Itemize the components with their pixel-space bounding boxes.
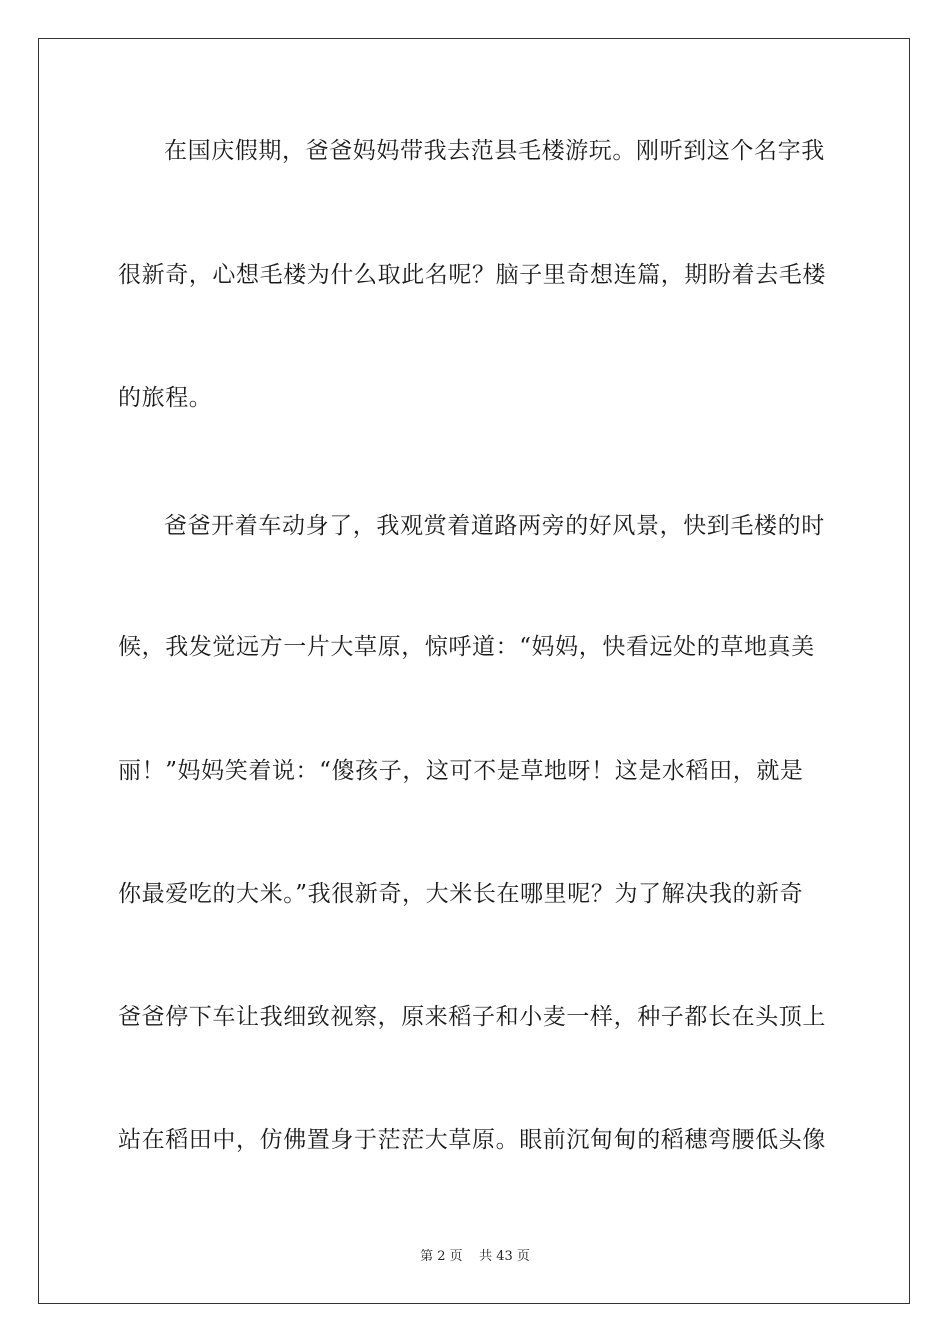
paragraph-2-line-1: 爸爸开着车动身了，我观赏着道路两旁的好风景，快到毛楼的时 (164, 513, 825, 539)
paragraph-2-line-3: 丽！”妈妈笑着说：“傻孩子，这可不是草地呀！这是水稻田，就是 (118, 758, 804, 784)
paragraph-2-line-6: 站在稻田中，仿佛置身于茫茫大草原。眼前沉甸甸的稻穗弯腰低头像 (118, 1127, 826, 1153)
paragraph-1-line-2: 很新奇，心想毛楼为什么取此名呢？脑子里奇想连篇，期盼着去毛楼 (118, 262, 826, 288)
page-border (38, 38, 910, 1304)
paragraph-2-line-4: 你最爱吃的大米。”我很新奇，大米长在哪里呢？为了解决我的新奇 (118, 881, 804, 907)
paragraph-1-line-3: 的旅程。 (118, 385, 213, 411)
page-number-footer: 第 2 页 共 43 页 (420, 1249, 530, 1264)
paragraph-1-line-1: 在国庆假期，爸爸妈妈带我去范县毛楼游玩。刚听到这个名字我 (164, 138, 825, 164)
paragraph-2-line-5: 爸爸停下车让我细致视察，原来稻子和小麦一样，种子都长在头顶上 (118, 1004, 826, 1030)
paragraph-2-line-2: 候，我发觉远方一片大草原，惊呼道：“妈妈，快看远处的草地真美 (118, 634, 815, 660)
